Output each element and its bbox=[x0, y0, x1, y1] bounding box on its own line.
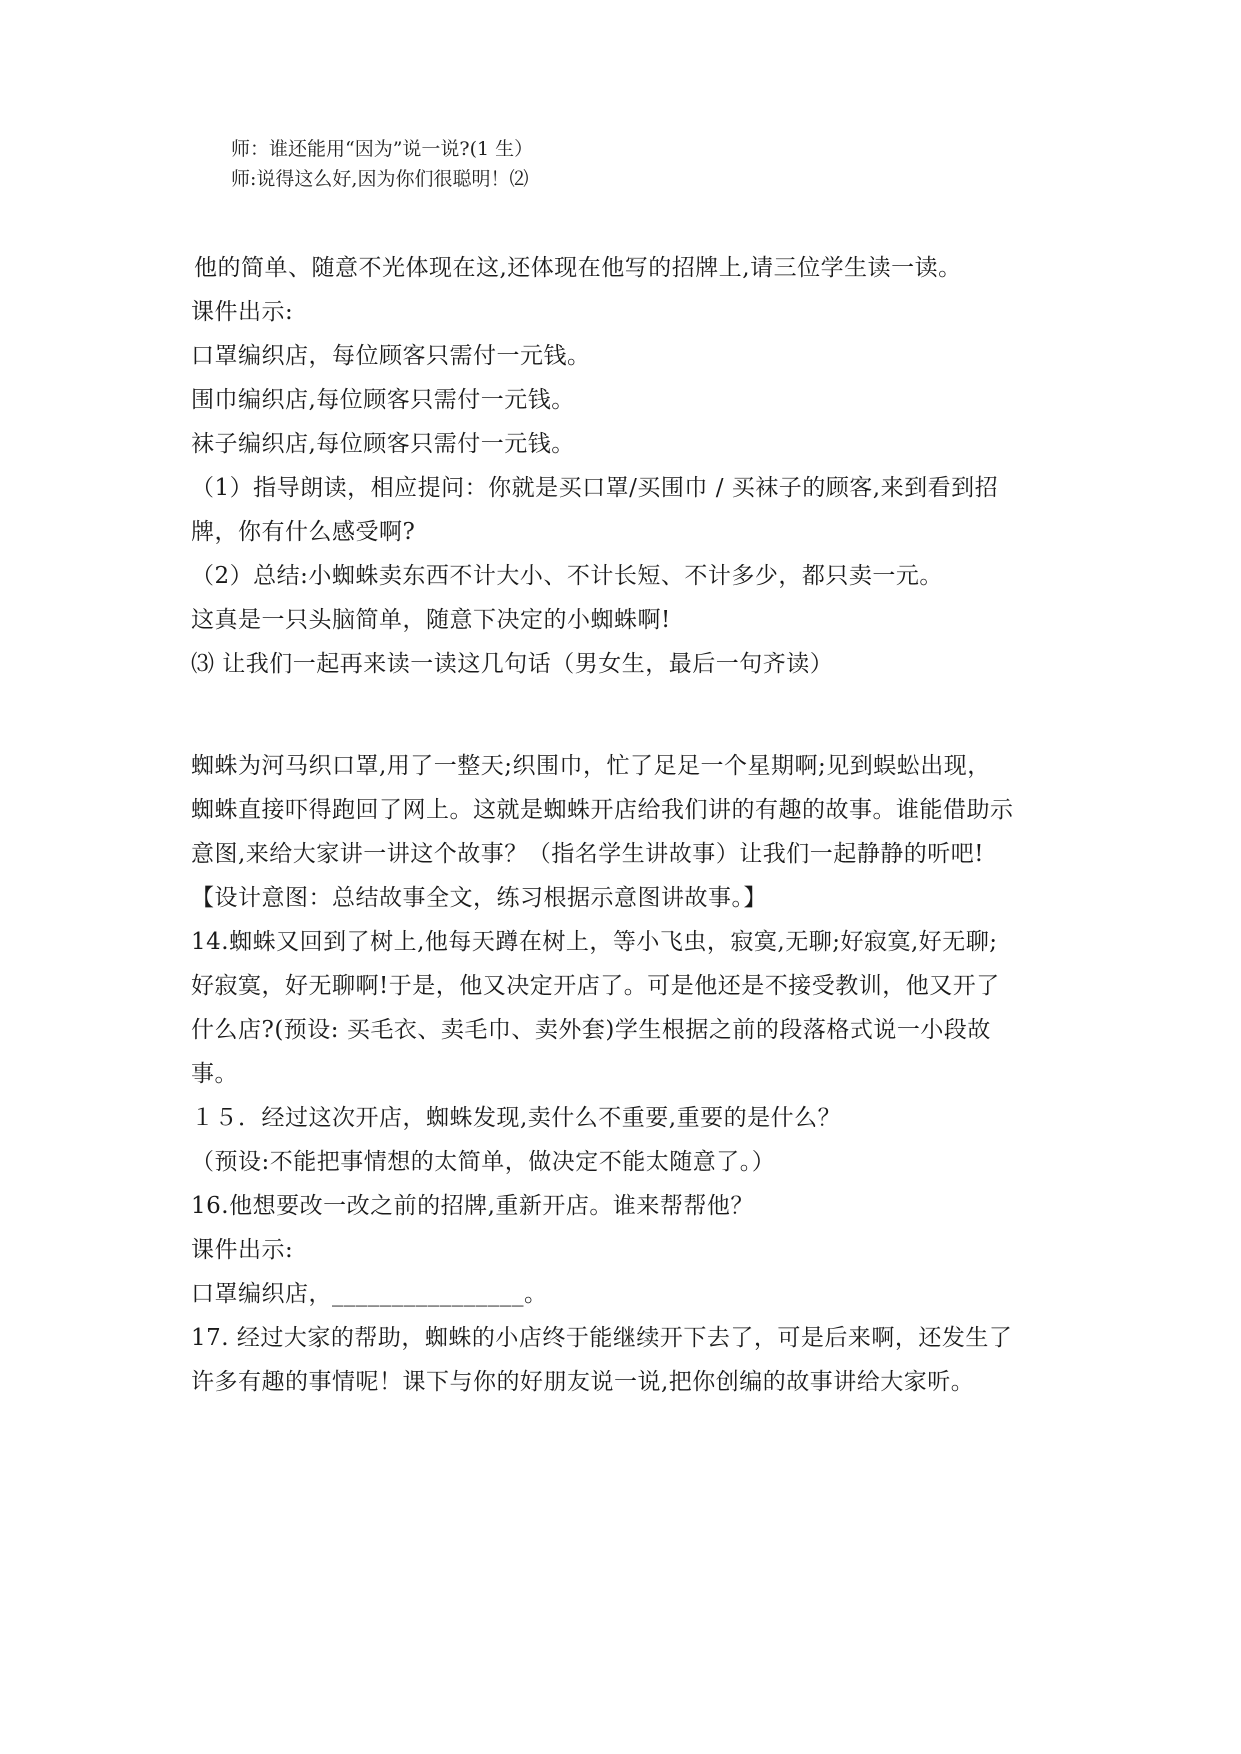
text-line: 这真是一只头脑简单，随意下决定的小蜘蛛啊! bbox=[191, 607, 671, 633]
text-line: 好寂寞，好无聊啊!于是，他又决定开店了。可是他还是不接受教训，他又开了 bbox=[191, 973, 1000, 999]
text-line: 课件出示: bbox=[191, 299, 294, 325]
text-line: 师：谁还能用“因为”说一说?(1 生） bbox=[231, 138, 534, 160]
text-line: 师:说得这么好,因为你们很聪明！⑵ bbox=[231, 168, 529, 190]
text-line: 14.蜘蛛又回到了树上,他每天蹲在树上，等小飞虫，寂寞,无聊;好寂寞,好无聊; bbox=[191, 929, 998, 955]
text-line: 事。 bbox=[191, 1061, 238, 1087]
text-line: （1）指导朗读，相应提问：你就是买口罩/买围巾 / 买袜子的顾客,来到看到招 bbox=[191, 475, 999, 501]
text-line: 围巾编织店,每位顾客只需付一元钱。 bbox=[191, 387, 575, 413]
text-line: （2）总结:小蜘蛛卖东西不计大小、不计长短、不计多少，都只卖一元。 bbox=[191, 563, 943, 589]
text-line: 意图,来给大家讲一讲这个故事？（指名学生讲故事）让我们一起静静的听吧! bbox=[191, 841, 985, 867]
text-line: 许多有趣的事情呢！课下与你的好朋友说一说,把你创编的故事讲给大家听。 bbox=[191, 1369, 975, 1395]
text-line: 口罩编织店，________________。 bbox=[191, 1281, 548, 1307]
text-line: 17. 经过大家的帮助，蜘蛛的小店终于能继续开下去了，可是后来啊，还发生了 bbox=[191, 1325, 1013, 1351]
text-line: （预设:不能把事情想的太简单，做决定不能太随意了。） bbox=[191, 1149, 776, 1175]
text-line: 牌，你有什么感受啊? bbox=[191, 519, 416, 545]
text-line: 什么店?(预设: 买毛衣、卖毛巾、卖外套)学生根据之前的段落格式说一小段故 bbox=[191, 1017, 991, 1043]
text-line: 他的简单、随意不光体现在这,还体现在他写的招牌上,请三位学生读一读。 bbox=[194, 255, 962, 281]
text-line: 蜘蛛直接吓得跑回了网上。这就是蜘蛛开店给我们讲的有趣的故事。谁能借助示 bbox=[191, 797, 1014, 823]
text-line: 16.他想要改一改之前的招牌,重新开店。谁来帮帮他？ bbox=[191, 1193, 754, 1219]
text-line: ⑶ 让我们一起再来读一读这几句话（男女生，最后一句齐读） bbox=[191, 651, 834, 677]
text-line: 【设计意图：总结故事全文，练习根据示意图讲故事。】 bbox=[191, 885, 767, 911]
text-line: 袜子编织店,每位顾客只需付一元钱。 bbox=[191, 431, 575, 457]
text-line: 口罩编织店，每位顾客只需付一元钱。 bbox=[191, 343, 591, 369]
text-line: １５．经过这次开店，蜘蛛发现,卖什么不重要,重要的是什么？ bbox=[191, 1105, 842, 1131]
text-line: 蜘蛛为河马织口罩,用了一整天;织围巾，忙了足足一个星期啊;见到蜈蚣出现， bbox=[191, 753, 991, 779]
text-line: 课件出示: bbox=[191, 1237, 294, 1263]
